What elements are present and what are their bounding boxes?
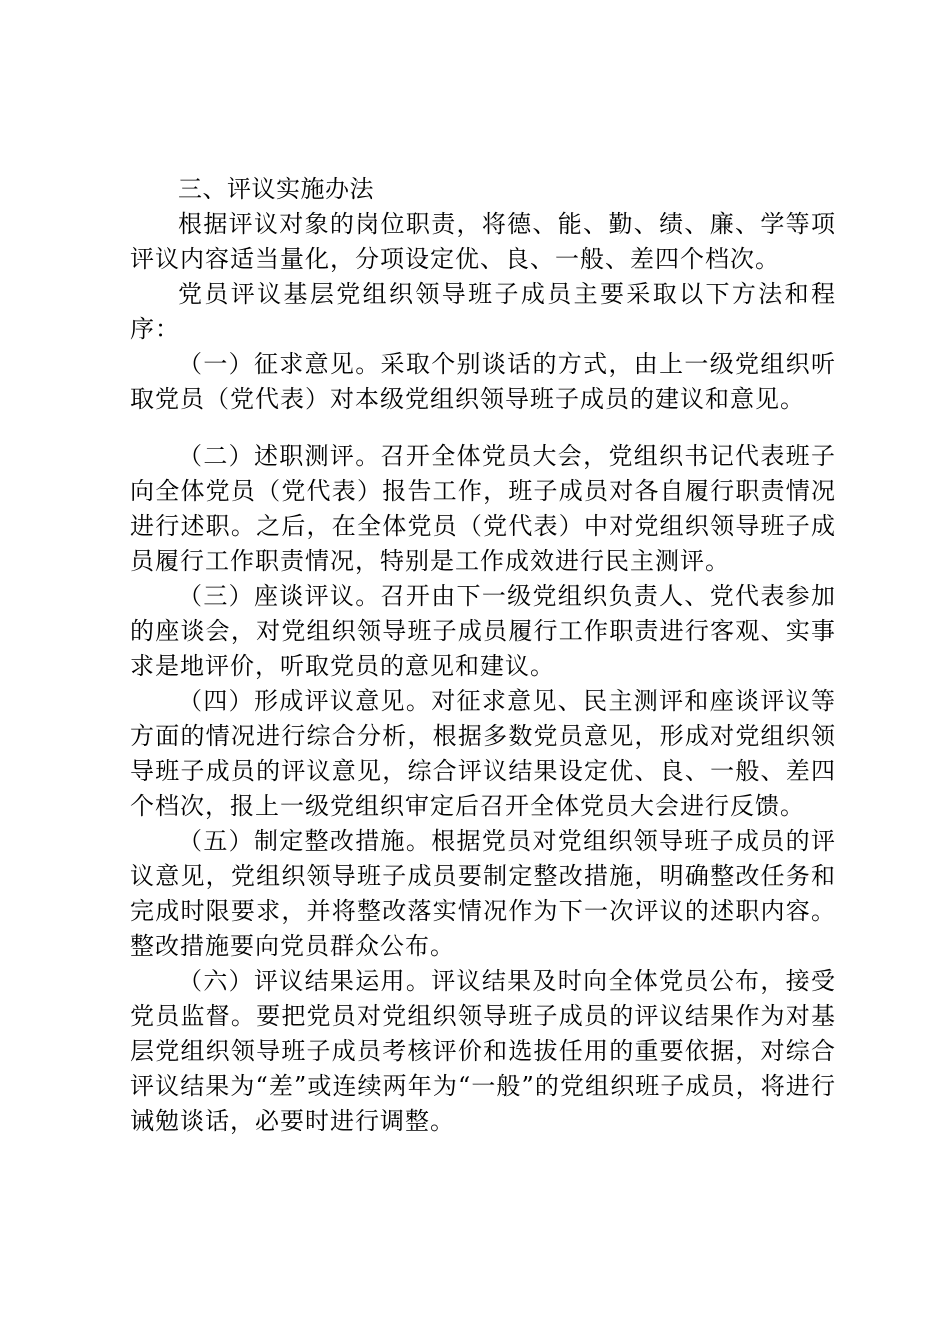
paragraph-step-3: （三）座谈评议。召开由下一级党组织负责人、党代表参加的座谈会，对党组织领导班子成员履行工作职责进行客观、实事求是地评价，听取党员的意见和建议。 bbox=[130, 582, 836, 680]
paragraph-step-2: （二）述职测评。召开全体党员大会，党组织书记代表班子向全体党员（党代表）报告工作，班子成员对各自履行职责情况进行述职。之后，在全体党员（党代表）中对党组织领导班子成员履行工作职责情况，特别是工作成效进行民主测评。 bbox=[130, 442, 836, 575]
paragraph-spacer bbox=[130, 417, 836, 439]
paragraph-methods-intro: 党员评议基层党组织领导班子成员主要采取以下方法和程序： bbox=[130, 280, 836, 343]
document-body bbox=[130, 172, 836, 1139]
section-heading: 三、评议实施办法 bbox=[178, 175, 374, 203]
paragraph-step-6: （六）评议结果运用。评议结果及时向全体党员公布，接受党员监督。要把党员对党组织领导班子成员的评议结果作为对基层党组织领导班子成员考核评价和选拔任用的重要依据，对综合评议结果为“差”或连续两年为“一般”的党组织班子成员，将进行诫勉谈话，必要时进行调整。 bbox=[130, 967, 836, 1135]
paragraph-step-4: （四）形成评议意见。对征求意见、民主测评和座谈评议等方面的情况进行综合分析，根据多数党员意见，形成对党组织领导班子成员的评议意见，综合评议结果设定优、良、一般、差四个档次，报上一级党组织审定后召开全体党员大会进行反馈。 bbox=[130, 687, 836, 820]
paragraph-step-5: （五）制定整改措施。根据党员对党组织领导班子成员的评议意见，党组织领导班子成员要制定整改措施，明确整改任务和完成时限要求，并将整改落实情况作为下一次评议的述职内容。整改措施要向党员群众公布。 bbox=[130, 827, 836, 960]
paragraph-step-1: （一）征求意见。采取个别谈话的方式，由上一级党组织听取党员（党代表）对本级党组织领导班子成员的建议和意见。 bbox=[130, 350, 836, 413]
paragraph-evaluation-content: 根据评议对象的岗位职责，将德、能、勤、绩、廉、学等项评议内容适当量化，分项设定优、良、一般、差四个档次。 bbox=[130, 210, 836, 273]
